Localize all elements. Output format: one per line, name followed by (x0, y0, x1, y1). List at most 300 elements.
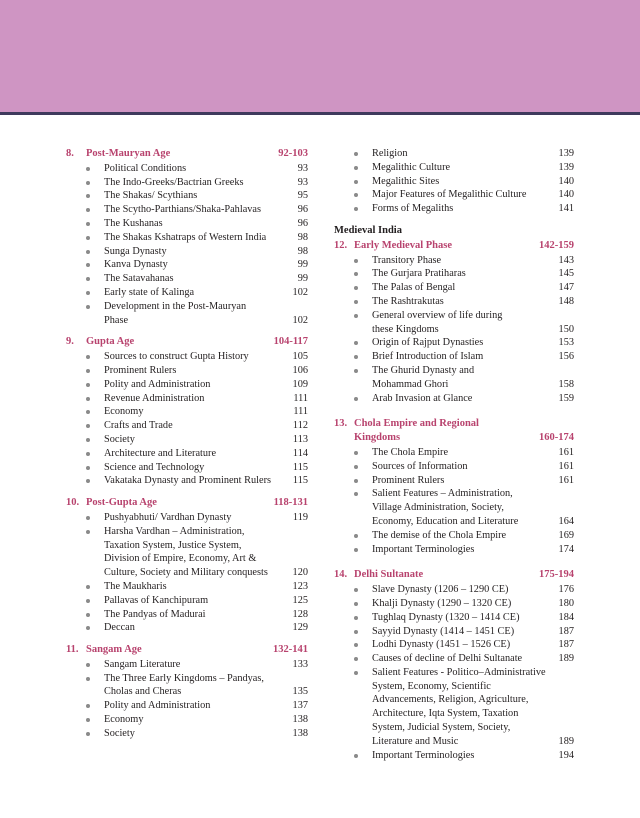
entry-title-line: Revenue Administration (104, 392, 205, 404)
entry-title-line: Architecture and Literature (104, 447, 217, 459)
entry-title (354, 254, 552, 268)
entry-page-number: 123 (292, 580, 308, 592)
entry-title-line: Causes of decline of Delhi Sultanate (372, 653, 523, 665)
entry-title-line: Political Conditions (104, 162, 187, 174)
toc-entry[interactable] (86, 672, 308, 700)
toc-entry[interactable] (86, 419, 308, 433)
entry-title (354, 350, 552, 364)
entry-page-number: 125 (292, 594, 308, 606)
entry-title-line: Science and Technology (104, 461, 205, 473)
entry-title-line: Slave Dynasty (1206 – 1290 CE) (372, 584, 509, 596)
toc-entry[interactable] (86, 350, 308, 364)
bullet-icon (86, 397, 90, 401)
entry-page-number: 120 (292, 567, 308, 579)
section-spacer (334, 556, 574, 568)
entry-title-line: Phase (104, 314, 129, 326)
entry-title-line: The Ghurid Dynasty and (372, 364, 475, 376)
bullet-icon (86, 383, 90, 387)
toc-entry[interactable] (354, 254, 574, 268)
toc-entry[interactable] (354, 543, 574, 557)
entry-title (354, 267, 552, 281)
toc-entry[interactable] (86, 258, 308, 272)
entry-page-number: 169 (558, 529, 574, 541)
entry-title-line: The Chola Empire (372, 446, 449, 458)
chapter-page-range: 175-194 (539, 569, 574, 581)
entry-page-number: 105 (292, 351, 308, 363)
chapter-page-range: 160-174 (539, 432, 574, 444)
entry-page-number: 137 (292, 700, 308, 712)
bullet-icon (354, 616, 358, 620)
toc-entry[interactable] (354, 474, 574, 488)
toc-entry[interactable] (354, 364, 574, 392)
entry-title (354, 161, 552, 175)
entry-page-number: 98 (297, 231, 308, 243)
toc-entry[interactable] (86, 176, 308, 190)
chapter-title: Sangam Age (86, 644, 142, 656)
entry-page-number: 135 (292, 686, 308, 698)
toc-entry[interactable] (86, 594, 308, 608)
entry-title (86, 392, 286, 406)
entry-title-line: Taxation System, Justice System, (104, 539, 242, 551)
bullet-icon (354, 534, 358, 538)
entry-page-number: 113 (292, 433, 308, 445)
toc-entry[interactable] (354, 666, 574, 749)
toc-entry[interactable] (354, 652, 574, 666)
toc-entry[interactable] (86, 713, 308, 727)
bullet-icon (86, 305, 90, 309)
entry-title-line: General overview of life during (372, 309, 503, 321)
entry-title (86, 176, 286, 190)
entry-page-number: 143 (558, 254, 574, 266)
entry-title (86, 245, 286, 259)
topic-list (66, 658, 308, 741)
bullet-icon (86, 585, 90, 589)
chapter-title: Post-Gupta Age (86, 497, 157, 509)
bullet-icon (86, 250, 90, 254)
toc-entry[interactable] (354, 529, 574, 543)
chapter-number: 14. (334, 569, 348, 581)
section-spacer (66, 488, 308, 496)
toc-entry[interactable] (86, 433, 308, 447)
bullet-icon (354, 754, 358, 758)
bullet-icon (86, 369, 90, 373)
entry-title (354, 487, 552, 528)
toc-entry[interactable] (86, 447, 308, 461)
entry-page-number: 115 (292, 461, 308, 473)
entry-page-number: 161 (558, 474, 574, 486)
entry-title-line: Sangam Literature (104, 658, 181, 670)
entry-title-line: Major Features of Megalithic Culture (372, 189, 527, 201)
continued-topic-list (334, 147, 574, 216)
entry-title (86, 272, 286, 286)
toc-entry[interactable] (354, 309, 574, 337)
chapter-title: Gupta Age (86, 336, 135, 348)
toc-entry[interactable] (86, 272, 308, 286)
entry-page-number: 153 (558, 337, 574, 349)
toc-entry[interactable] (354, 281, 574, 295)
entry-title-line: The Satavahanas (104, 273, 174, 285)
entry-title (354, 529, 552, 543)
toc-entry[interactable] (86, 203, 308, 217)
toc-entry[interactable] (354, 611, 574, 625)
entry-title (86, 727, 286, 741)
header-divider (0, 112, 640, 115)
entry-page-number: 161 (558, 446, 574, 458)
entry-title-line: Crafts and Trade (104, 420, 173, 432)
entry-page-number: 158 (558, 378, 574, 390)
chapter-title: Post-Mauryan Age (86, 148, 171, 159)
entry-title-line: Polity and Administration (104, 700, 211, 712)
toc-entry[interactable] (354, 597, 574, 611)
toc-entry[interactable] (86, 231, 308, 245)
chapter-heading[interactable] (334, 239, 574, 253)
entry-page-number: 174 (558, 543, 574, 555)
entry-title (86, 580, 286, 594)
toc-entry[interactable] (354, 295, 574, 309)
entry-page-number: 159 (558, 392, 574, 404)
entry-title-line: Salient Features - Politico–Administrative (372, 666, 546, 678)
entry-title-line: Society (104, 727, 135, 739)
toc-entry[interactable] (354, 446, 574, 460)
chapter-heading[interactable] (66, 643, 308, 657)
entry-page-number: 93 (297, 176, 308, 188)
entry-title-line: Architecture, Iqta System, Taxation (372, 708, 519, 720)
toc-entry[interactable] (86, 580, 308, 594)
entry-page-number: 119 (292, 511, 308, 523)
chapter-heading[interactable] (66, 496, 308, 510)
chapter-heading-continued (334, 431, 574, 445)
entry-title-line: System, Judicial System, Society, (372, 722, 511, 734)
toc-entry[interactable] (86, 364, 308, 378)
chapter-page-range: 132-141 (273, 644, 308, 656)
header-banner (0, 0, 640, 112)
entry-title-line: Prominent Rulers (372, 474, 445, 486)
bullet-icon (354, 259, 358, 263)
entry-title (86, 162, 286, 176)
toc-entry[interactable] (86, 474, 308, 488)
toc-entry[interactable] (86, 162, 308, 176)
entry-title (354, 666, 552, 749)
entry-page-number: 150 (558, 323, 574, 335)
entry-title-line: Sunga Dynasty (104, 245, 167, 257)
toc-entry[interactable] (354, 188, 574, 202)
bullet-icon (354, 166, 358, 170)
toc-entry[interactable] (354, 487, 574, 528)
entry-page-number: 140 (558, 189, 574, 201)
toc-right-column (334, 147, 574, 762)
entry-title (354, 147, 552, 161)
chapter-section (66, 643, 308, 741)
entry-title (354, 446, 552, 460)
bullet-icon (86, 466, 90, 470)
entry-title (86, 364, 286, 378)
entry-title-line: Tughlaq Dynasty (1320 – 1414 CE) (372, 611, 520, 623)
entry-title (86, 699, 286, 713)
entry-title-line: Sayyid Dynasty (1414 – 1451 CE) (372, 625, 515, 637)
bullet-icon (86, 291, 90, 295)
toc-entry[interactable] (354, 638, 574, 652)
toc-entry[interactable] (354, 460, 574, 474)
chapter-page-range: 92-103 (278, 148, 308, 159)
entry-page-number: 139 (558, 161, 574, 173)
topic-list (66, 350, 308, 488)
chapter-heading[interactable] (334, 417, 574, 431)
entry-title (354, 625, 552, 639)
entry-title (354, 188, 552, 202)
entry-title (354, 583, 552, 597)
entry-title-line: Megalithic Culture (372, 161, 451, 173)
entry-page-number: 156 (558, 351, 574, 363)
entry-title (86, 594, 286, 608)
entry-title-line: The Indo-Greeks/Bactrian Greeks (104, 176, 244, 188)
entry-page-number: 109 (292, 378, 308, 390)
entry-title-line: Sources of Information (372, 460, 468, 472)
entry-title (86, 258, 286, 272)
entry-title-line: Literature and Music (372, 735, 459, 747)
entry-title (86, 608, 286, 622)
toc-entry[interactable] (86, 658, 308, 672)
chapter-section (334, 417, 574, 556)
toc-entry[interactable] (86, 245, 308, 259)
entry-title-line: Pallavas of Kanchipuram (104, 594, 209, 606)
entry-title-line: Vakataka Dynasty and Prominent Rulers (104, 475, 272, 487)
bullet-icon (86, 613, 90, 617)
chapter-number: 12. (334, 239, 348, 251)
entry-page-number: 115 (292, 475, 308, 487)
chapter-number: 10. (66, 497, 80, 509)
toc-entry[interactable] (86, 525, 308, 580)
chapter-section (334, 568, 574, 762)
entry-title-line: Mohammad Ghori (372, 378, 449, 390)
section-spacer (66, 635, 308, 643)
bullet-icon (86, 222, 90, 226)
entry-title-line: Origin of Rajput Dynasties (372, 337, 484, 349)
entry-title-line: Society (104, 433, 135, 445)
entry-title-line: Khalji Dynasty (1290 – 1320 CE) (372, 597, 512, 609)
bullet-icon (354, 300, 358, 304)
chapter-number: 8. (66, 148, 74, 159)
chapter-number: 11. (66, 644, 79, 656)
chapter-section (66, 496, 308, 635)
entry-page-number: 102 (292, 286, 308, 298)
entry-title-line: Economy, Education and Literature (372, 515, 519, 527)
entry-page-number: 96 (297, 217, 308, 229)
entry-title-line: Division of Empire, Economy, Art & (104, 553, 257, 565)
bullet-icon (354, 465, 358, 469)
entry-page-number: 93 (297, 162, 308, 174)
chapter-heading[interactable] (334, 568, 574, 582)
bullet-icon (354, 314, 358, 318)
section-spacer (66, 327, 308, 335)
bullet-icon (354, 180, 358, 184)
toc-entry[interactable] (354, 350, 574, 364)
bullet-icon (86, 732, 90, 736)
topic-list (66, 511, 308, 635)
entry-page-number: 148 (558, 295, 574, 307)
toc-entry[interactable] (86, 378, 308, 392)
entry-title (86, 713, 286, 727)
toc-entry[interactable] (354, 202, 574, 216)
entry-page-number: 112 (292, 420, 308, 432)
toc-left-column (66, 147, 308, 741)
entry-title-line: Megalithic Sites (372, 175, 440, 187)
chapter-heading[interactable] (66, 335, 308, 349)
bullet-icon (86, 530, 90, 534)
toc-entry[interactable] (354, 336, 574, 350)
entry-page-number: 147 (558, 282, 574, 294)
entry-title (354, 597, 552, 611)
toc-entry[interactable] (86, 608, 308, 622)
entry-title-line: Polity and Administration (104, 378, 211, 390)
entry-page-number: 161 (558, 460, 574, 472)
entry-title (354, 295, 552, 309)
toc-entry[interactable] (354, 625, 574, 639)
toc-entry[interactable] (86, 300, 308, 328)
toc-entry[interactable] (354, 161, 574, 175)
bullet-icon (354, 602, 358, 606)
toc-entry[interactable] (354, 583, 574, 597)
bullet-icon (354, 548, 358, 552)
entry-page-number: 114 (292, 447, 308, 459)
chapter-page-range: 104-117 (273, 336, 308, 348)
entry-page-number: 189 (558, 653, 574, 665)
entry-page-number: 140 (558, 175, 574, 187)
entry-page-number: 96 (297, 204, 308, 216)
entry-title-line: Cholas and Cheras (104, 686, 182, 698)
entry-title-line: Important Terminologies (372, 543, 475, 555)
entry-title-line: The Scytho-Parthians/Shaka-Pahlavas (104, 204, 261, 216)
entry-title (86, 461, 286, 475)
toc-entry[interactable] (354, 392, 574, 406)
bullet-icon (354, 479, 358, 483)
entry-title-line: Deccan (104, 622, 135, 634)
entry-page-number: 194 (558, 749, 574, 761)
entry-title (86, 525, 286, 580)
entry-title (354, 652, 552, 666)
entry-title-line: The Kushanas (104, 217, 163, 229)
topic-list (334, 583, 574, 762)
entry-title (86, 286, 286, 300)
entry-title (354, 749, 552, 763)
toc-entry[interactable] (86, 461, 308, 475)
toc-entry[interactable] (86, 189, 308, 203)
entry-title-line: The Shakas Kshatraps of Western India (104, 231, 267, 243)
bullet-icon (86, 438, 90, 442)
section-spacer (334, 216, 574, 224)
bullet-icon (354, 630, 358, 634)
chapter-heading[interactable] (66, 147, 308, 161)
entry-title-line: Kanva Dynasty (104, 259, 168, 271)
entry-title-line: The Three Early Kingdoms – Pandyas, (104, 672, 264, 684)
entry-page-number: 184 (558, 611, 574, 623)
topic-list (334, 446, 574, 556)
toc-entry[interactable] (86, 286, 308, 300)
chapter-title: Early Medieval Phase (354, 239, 452, 251)
chapter-title: Chola Empire and Regional (354, 418, 479, 430)
entry-page-number: 141 (558, 203, 574, 215)
toc-entry[interactable] (86, 511, 308, 525)
part-heading: Medieval India (334, 224, 402, 236)
bullet-icon (86, 663, 90, 667)
entry-title-line: Important Terminologies (372, 749, 475, 761)
entry-title-line: Advancements, Religion, Agriculture, (372, 694, 529, 706)
entry-page-number: 139 (558, 148, 574, 159)
bullet-icon (354, 152, 358, 156)
chapter-section (66, 335, 308, 488)
bullet-icon (354, 451, 358, 455)
entry-page-number: 133 (292, 658, 308, 670)
entry-title (86, 203, 286, 217)
entry-title (354, 611, 552, 625)
entry-title-line: Economy (104, 406, 144, 418)
bullet-icon (354, 671, 358, 675)
entry-title-line: The Gurjara Pratiharas (372, 268, 466, 280)
entry-title (354, 336, 552, 350)
entry-title-line: Forms of Megaliths (372, 203, 454, 215)
entry-title (86, 511, 286, 525)
entry-title (86, 217, 286, 231)
entry-title-line: Transitory Phase (372, 254, 442, 266)
entry-title (354, 364, 552, 392)
entry-page-number: 129 (292, 622, 308, 634)
bullet-icon (354, 397, 358, 401)
bullet-icon (86, 516, 90, 520)
bullet-icon (86, 167, 90, 171)
entry-title-line: The Rashtrakutas (372, 295, 444, 307)
entry-title-line: these Kingdoms (372, 323, 439, 335)
entry-title-line: Religion (372, 148, 408, 159)
toc-entry[interactable] (354, 267, 574, 281)
entry-title-line: Prominent Rulers (104, 364, 177, 376)
chapter-number: 9. (66, 336, 74, 348)
entry-title (86, 419, 286, 433)
entry-page-number: 138 (292, 714, 308, 726)
entry-title (354, 392, 552, 406)
entry-page-number: 164 (558, 515, 574, 527)
entry-title (86, 231, 286, 245)
bullet-icon (86, 452, 90, 456)
entry-page-number: 128 (292, 608, 308, 620)
entry-title (86, 474, 286, 488)
topic-list (66, 162, 308, 328)
toc-entry[interactable] (86, 405, 308, 419)
bullet-icon (354, 369, 358, 373)
entry-title-line: Culture, Society and Military conquests (104, 567, 268, 579)
toc-entry[interactable] (354, 147, 574, 161)
entry-page-number: 145 (558, 268, 574, 280)
entry-page-number: 98 (297, 245, 308, 257)
toc-entry[interactable] (86, 621, 308, 635)
toc-entry[interactable] (86, 727, 308, 741)
toc-entry[interactable] (86, 699, 308, 713)
entry-page-number: 176 (558, 584, 574, 596)
entry-title-line: Salient Features – Administration, (372, 488, 513, 500)
entry-title (354, 281, 552, 295)
bullet-icon (86, 677, 90, 681)
toc-entry[interactable] (354, 175, 574, 189)
entry-title (354, 543, 552, 557)
entry-title-line: Pushyabhuti/ Vardhan Dynasty (104, 511, 232, 523)
toc-entry[interactable] (86, 392, 308, 406)
entry-title (86, 658, 286, 672)
entry-title-line: The demise of the Chola Empire (372, 529, 507, 541)
toc-entry[interactable] (354, 749, 574, 763)
entry-title (86, 350, 286, 364)
chapter-title-line2: Kingdoms (354, 432, 401, 444)
toc-entry[interactable] (86, 217, 308, 231)
entry-title-line: Village Administration, Society, (372, 502, 504, 514)
entry-page-number: 111 (293, 392, 308, 404)
